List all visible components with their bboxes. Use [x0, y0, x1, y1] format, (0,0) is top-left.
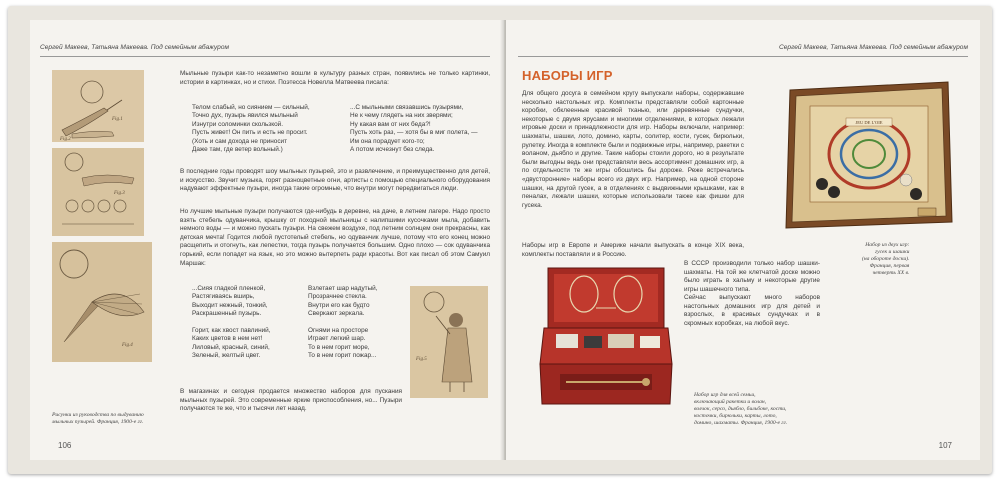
poem-2-right-column: Взлетает шар надутый, Прозрачнее стекла. Внутри его как будто Сверкают зеркала. Огнями на просторе Играет легкий шар. То в нем горит море, То в нем горит пожар...: [308, 285, 378, 360]
paragraph-ussr: В СССР производили только набор шашки-шахматы. На той же клетчатой доске можно было играть в хальму и некоторые другие игры шашечного типа.: [684, 260, 820, 293]
fig-label-5: Fig.5: [416, 357, 427, 362]
open-book: [8, 6, 992, 474]
header-rule-left: [40, 56, 490, 57]
left-page: [30, 20, 504, 460]
caption-two-game-set: Набор из двух игр: гусек и шашки (на обороте доски). Франция, первая четверть XX в.: [862, 242, 910, 276]
paragraph-europe-america: Наборы игр в Европе и Америке начали выпускать в конце XIX века, комплекты поставляли и в Россию.: [522, 242, 744, 258]
fig-label-4: Fig.4: [122, 343, 133, 348]
intro-paragraph: Мыльные пузыри как-то незаметно вошли в культуру разных стран, появились не только картинки, истории в картинках, но и стихи. Поэтесса Новелла Матвеева писала:: [180, 70, 490, 86]
running-head-right: Сергей Макеев, Татьяна Макеева. Под семейным абажуром: [778, 44, 968, 51]
fig-label-1: Fig.1: [112, 117, 123, 122]
page-number-left: 106: [58, 441, 72, 450]
paragraph-shops: В магазинах и сегодня продается множество наборов для пускания мыльных пузырей. Это современные яркие приспособления, но... Пузыри получаются те же, что и тысячи лет назад.: [180, 388, 402, 413]
poem-1-left-column: Телом слабый, но сиянием — сильный, Точно дух, пузырь явился мыльный Изнутри соломинки скользкой. Пусть живет! Он пить и есть не просит. (Хоть и сам дохода не приносит Даже там, где ветер вольный.): [192, 104, 310, 154]
soap-bubble-illustration-3: [52, 242, 152, 362]
poem-2-left-column: ...Сияя гладкой пленкой, Растягиваясь вширь, Выходит нежный, тонкий, Раскрашенный пузырь. Горит, как хвост павлиний, Каких цветов в нем нет! Лиловый, красный, синий, Зеленый, желтый цвет.: [192, 285, 271, 360]
fig-label-2: Fig.2: [60, 137, 71, 142]
fig-label-3: Fig.3: [114, 191, 125, 196]
caption-family-game-set: Набор игр для всей семьи, включающий ракетки и волан, волчок, серсо, дьябло, бильбоке, кости, косточки, бирюльки, карты, лото, домино, шахматы. Франция, 1900-е гг.: [694, 392, 788, 426]
page-number-right: 107: [938, 441, 952, 450]
left-figure-caption: Рисунки из руководства по выдуванию мыльных пузырей. Франция, 1900-е гг.: [52, 412, 144, 425]
family-game-chest-photo: [536, 264, 676, 414]
paragraph-dandelion: Но лучшие мыльные пузыри получаются где-нибудь в деревне, на даче, в летнем лагере. Надо просто взять стебель одуванчика, крышку от походной мыльницы с налипшими кусочками мыла, добавить немного воды — и можно пускать пузыри. На свежем воздухе, под летним солнцем они прекрасны, как детская мечта! Годится любой пустотелый стебель, но одуванчик лучше, потому что его конец можно расщепить и отогнуть, как лепестки, тогда пузырь получается большим. Одно плохо — сок одуванчика горький, если попадет на язык, но это можно вытерпеть ради красоты. Вот как писал об этом Самуил Маршак:: [180, 208, 490, 267]
board-title: JEU DE L'OIE: [855, 120, 883, 125]
paragraph-game-sets: Для общего досуга в семейном кругу выпускали наборы, содержавшие несколько настольных игр. Комплекты представляли собой картонные коробки, обклеенные красивой тканью, или деревянные сундучки, некоторые с двумя ярусами и многими отделениями, в которых лежали игровые доски и принадлежности для игр. Наборы включали, например: шахматы, шашки, лото, домино, карты, солитер, кости, гусек, бирюльки, рулетку. Иногда в комплекте были и подвижные игры, например, ракетки с воланом, дьябло и другие. Такие наборы стоили дорого, но в результате были выгодны ведь они представляли весь ассортимент домашних игр, а по отдельности те же игры обошлись бы дороже. Реже встречались «двусторонние» наборы всего из двух игр. Например, на одной стороне шашки, на другой гусек, а в отделениях с выдвижными крышками, как в пеналах, лежали шашки, которые использовали также как фишки для гусека.: [522, 90, 744, 209]
poem-1-right-column: ...С мыльными связавшись пузырями, Не к чему глядеть на них зверями; Ну какая вам от них беда?! Пусть хоть раз, — хотя бы в миг полета, — Им она порадует кого-то; А потом исчезнут без следа.: [350, 104, 478, 154]
paragraph-shows: В последние годы проводят шоу мыльных пузырей, это и развлечение, и преимущественно для детей, и искусство. Звучит музыка, горят разноцветные огни, артисты с помощью специального оборудования надувают эффектные пузыри, иногда такие огромные, что внутри могут передвигаться люди.: [180, 168, 490, 193]
running-head-left: Сергей Макеев, Татьяна Макеева. Под семейным абажуром: [40, 44, 230, 51]
soap-bubble-illustration-2: [52, 148, 144, 236]
header-rule-right: [518, 56, 968, 57]
right-page: [506, 20, 980, 460]
goose-game-board-photo: [782, 72, 956, 232]
paragraph-today: Сейчас выпускают много наборов настольных домашних игр для детей и взрослых, в красивых сундучках и в скромных коробках, на любой вкус.: [684, 294, 820, 327]
girl-blowing-bubbles-illustration: [410, 286, 488, 398]
soap-bubble-illustration-1: [52, 70, 144, 142]
section-heading: НАБОРЫ ИГР: [522, 68, 613, 83]
